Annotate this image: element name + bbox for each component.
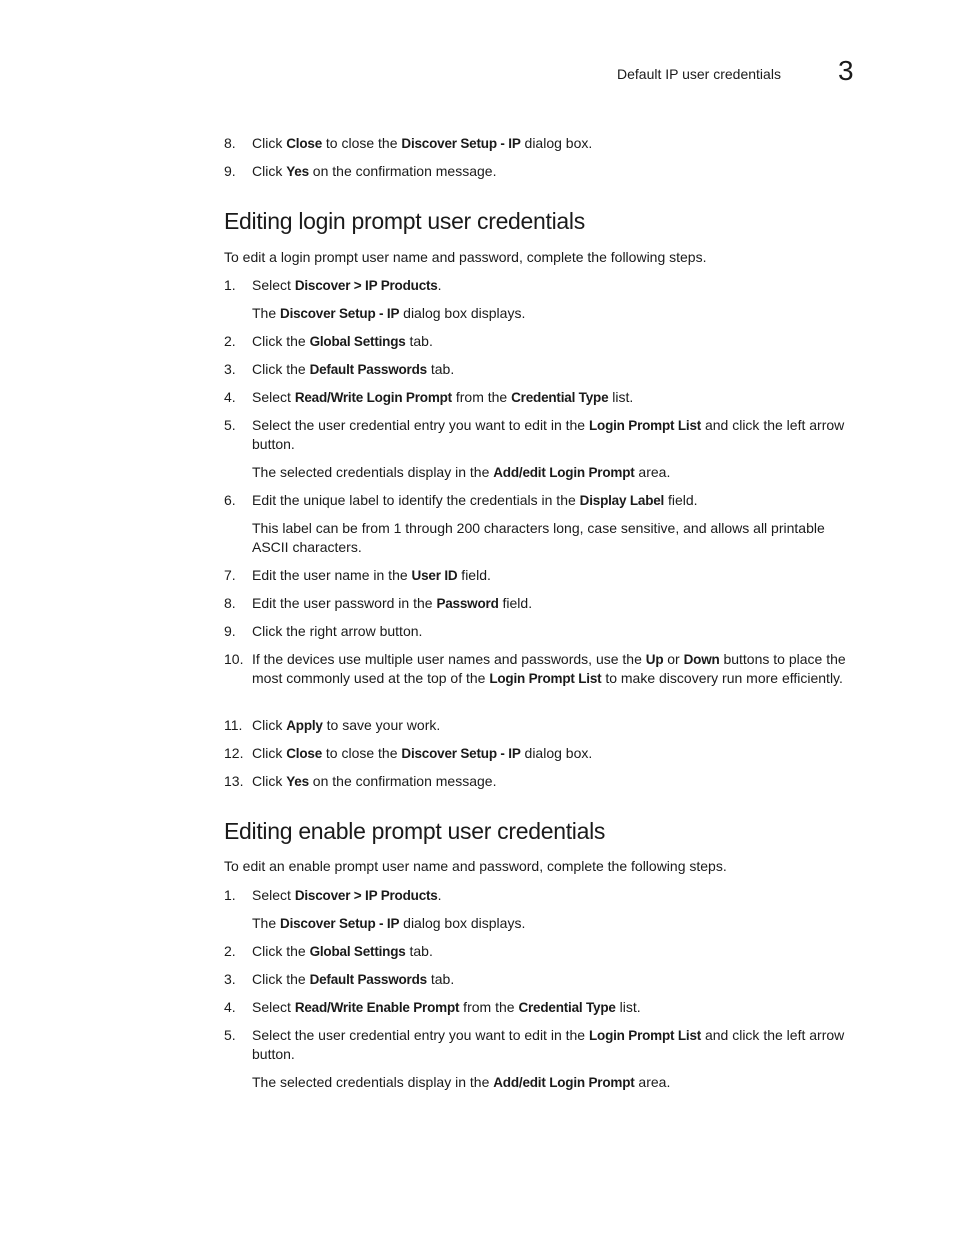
text-run: Click xyxy=(252,745,287,761)
ui-term: Discover > IP Products xyxy=(294,888,438,903)
ui-term: Up xyxy=(645,652,664,667)
text-run: Edit the unique label to identify the credentials in the xyxy=(252,492,580,508)
step-text xyxy=(252,594,864,613)
ui-term: Yes xyxy=(286,164,309,179)
text-run: Select xyxy=(252,277,295,293)
section-intro-enable-prompt: To edit an enable prompt user name and password, complete the following steps. xyxy=(224,858,727,874)
text-run: field. xyxy=(498,595,533,611)
step-text xyxy=(252,744,864,763)
text-run: The xyxy=(252,915,281,931)
step-result-note xyxy=(252,519,864,557)
text-run: to make discovery run more efficiently. xyxy=(601,670,843,686)
text-run: Select the user credential entry you want to edit in the xyxy=(252,1027,589,1043)
step-number: 4. xyxy=(224,999,236,1015)
text-run: list. xyxy=(608,389,634,405)
text-run: area. xyxy=(634,464,671,480)
step-text xyxy=(252,162,864,181)
ui-term: Read/Write Login Prompt xyxy=(294,390,452,405)
step-number: 1. xyxy=(224,887,236,903)
step-number: 13. xyxy=(224,773,244,789)
step-text xyxy=(252,622,864,641)
step-text xyxy=(252,388,864,407)
step-number: 1. xyxy=(224,277,236,293)
text-run: on the confirmation message. xyxy=(308,773,497,789)
step-number: 7. xyxy=(224,567,236,583)
text-run: Click xyxy=(252,773,287,789)
step-result-note xyxy=(252,304,864,323)
ui-term: Down xyxy=(683,652,720,667)
ui-term: Login Prompt List xyxy=(489,671,602,686)
ui-term: Read/Write Enable Prompt xyxy=(294,1000,460,1015)
text-run: dialog box. xyxy=(520,135,593,151)
text-run: tab. xyxy=(405,333,433,349)
step-result-note xyxy=(252,463,864,482)
ui-term: Discover Setup - IP xyxy=(401,746,521,761)
step-number: 5. xyxy=(224,417,236,433)
text-run: Click xyxy=(252,135,287,151)
ui-term: Discover Setup - IP xyxy=(280,306,400,321)
ui-term: Default Passwords xyxy=(309,972,427,987)
ui-term: Discover Setup - IP xyxy=(401,136,521,151)
text-run: The xyxy=(252,305,281,321)
section-heading-enable-prompt: Editing enable prompt user credentials xyxy=(224,818,606,844)
text-run: . xyxy=(437,887,442,903)
step-text xyxy=(252,1026,864,1064)
step-text xyxy=(252,332,864,351)
step-number: 11. xyxy=(224,717,243,733)
step-number: 9. xyxy=(224,163,236,179)
text-run: tab. xyxy=(405,943,433,959)
text-run: Click the xyxy=(252,943,310,959)
step-number: 6. xyxy=(224,492,236,508)
step-number: 2. xyxy=(224,333,236,349)
text-run: Edit the user password in the xyxy=(252,595,437,611)
text-run: area. xyxy=(634,1074,671,1090)
step-text xyxy=(252,416,864,454)
text-run: buttons to place the most commonly used at the top of the xyxy=(252,651,846,686)
ui-term: Add/edit Login Prompt xyxy=(493,1075,635,1090)
text-run: field. xyxy=(664,492,698,508)
text-run: If the devices use multiple user names and passwords, use the xyxy=(252,651,646,667)
step-number: 8. xyxy=(224,595,236,611)
step-number: 4. xyxy=(224,389,236,405)
step-text xyxy=(252,886,864,905)
text-run: dialog box displays. xyxy=(399,305,526,321)
section-heading-login-prompt: Editing login prompt user credentials xyxy=(224,208,585,234)
step-text xyxy=(252,942,864,961)
ui-term: Discover > IP Products xyxy=(294,278,438,293)
text-run: to close the xyxy=(322,745,402,761)
step-text xyxy=(252,134,864,153)
ui-term: Yes xyxy=(286,774,309,789)
page-header xyxy=(0,55,954,88)
step-number: 10. xyxy=(224,651,244,667)
text-run: Click the xyxy=(252,971,310,987)
step-text xyxy=(252,970,864,989)
step-text xyxy=(252,276,864,295)
ui-term: Close xyxy=(286,746,322,761)
step-number: 5. xyxy=(224,1027,236,1043)
step-number: 12. xyxy=(224,745,244,761)
step-number: 2. xyxy=(224,943,236,959)
text-run: . xyxy=(437,277,442,293)
step-text xyxy=(252,360,864,379)
ui-term: Apply xyxy=(286,718,323,733)
step-text xyxy=(252,716,864,735)
step-text xyxy=(252,566,864,585)
text-run: The selected credentials display in the xyxy=(252,1074,494,1090)
text-run: to save your work. xyxy=(322,717,441,733)
text-run: Click the xyxy=(252,361,310,377)
step-number: 9. xyxy=(224,623,236,639)
text-run: field. xyxy=(457,567,491,583)
text-run: Click xyxy=(252,717,287,733)
step-result-note xyxy=(252,1073,864,1092)
ui-term: Discover Setup - IP xyxy=(280,916,400,931)
ui-term: Default Passwords xyxy=(309,362,427,377)
step-text xyxy=(252,772,864,791)
ui-term: Close xyxy=(286,136,322,151)
step-result-note xyxy=(252,914,864,933)
text-run: from the xyxy=(451,389,512,405)
step-text xyxy=(252,650,864,688)
text-run: Click xyxy=(252,163,287,179)
step-text xyxy=(252,998,864,1017)
text-run: This label can be from 1 through 200 characters long, case sensitive, and allows all printable ASCII characters. xyxy=(252,520,825,555)
text-run: and click the left arrow button. xyxy=(252,1027,845,1062)
text-run: Click the right arrow button. xyxy=(252,623,423,639)
ui-term: Display Label xyxy=(579,493,665,508)
step-number: 3. xyxy=(224,971,236,987)
ui-term: Credential Type xyxy=(511,390,609,405)
text-run: and click the left arrow button. xyxy=(252,417,845,452)
ui-term: Global Settings xyxy=(309,944,406,959)
ui-term: Login Prompt List xyxy=(588,1028,702,1043)
text-run: dialog box displays. xyxy=(399,915,526,931)
ui-term: Add/edit Login Prompt xyxy=(493,465,635,480)
ui-term: Password xyxy=(436,596,499,611)
ui-term: Login Prompt List xyxy=(588,418,702,433)
text-run: The selected credentials display in the xyxy=(252,464,494,480)
text-run: Select xyxy=(252,389,295,405)
text-run: Select xyxy=(252,887,295,903)
text-run: Select xyxy=(252,999,295,1015)
text-run: Select the user credential entry you want to edit in the xyxy=(252,417,589,433)
text-run: tab. xyxy=(426,361,455,377)
step-text xyxy=(252,491,864,510)
ui-term: Global Settings xyxy=(309,334,406,349)
text-run: dialog box. xyxy=(520,745,593,761)
text-run: from the xyxy=(459,999,519,1015)
running-header-title: Default IP user credentials xyxy=(617,66,781,82)
step-number: 8. xyxy=(224,135,236,151)
ui-term: Credential Type xyxy=(518,1000,616,1015)
text-run: or xyxy=(663,651,684,667)
chapter-number: 3 xyxy=(838,55,854,86)
text-run: tab. xyxy=(426,971,455,987)
step-number: 3. xyxy=(224,361,236,377)
section-intro-login-prompt: To edit a login prompt user name and password, complete the following steps. xyxy=(224,249,707,265)
text-run: to close the xyxy=(322,135,402,151)
ui-term: User ID xyxy=(411,568,458,583)
text-run: Edit the user name in the xyxy=(252,567,412,583)
text-run: list. xyxy=(615,999,641,1015)
text-run: on the confirmation message. xyxy=(308,163,497,179)
text-run: Click the xyxy=(252,333,310,349)
